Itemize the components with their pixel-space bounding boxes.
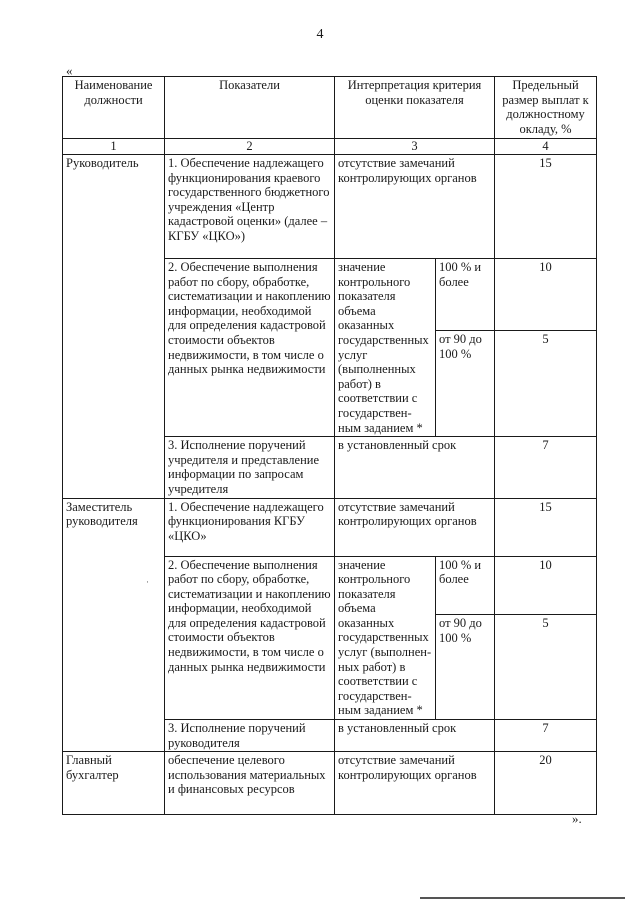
header-position: Наименование должности	[63, 77, 165, 139]
value-cell: 15	[495, 155, 597, 259]
criterion-cell: отсутствие замечаний контролирующих органов	[335, 498, 495, 556]
scan-speck: ·	[146, 577, 149, 587]
position-cell: Главный бухгалтер	[63, 752, 165, 815]
criterion-cell: в установленный срок	[335, 720, 495, 752]
column-number: 3	[335, 139, 495, 155]
value-cell: 5	[495, 615, 597, 720]
indicator-cell: 1. Обеспечение надлежащего функционирования краевого государственного бюджетного учреждения «Центр кадастровой оценки» (далее – КГБУ «ЦКО»)	[165, 155, 335, 259]
table-header-row	[63, 77, 597, 139]
header-indicators: Показатели	[165, 77, 335, 139]
column-number-row	[63, 139, 597, 155]
table-row	[63, 155, 597, 259]
page-number: 4	[316, 27, 324, 42]
header-criterion: Интерпретация критерия оценки показателя	[335, 77, 495, 139]
indicator-cell: обеспечение целевого использования материальных и финансовых ресурсов	[165, 752, 335, 815]
criterion-cell: значение контрольного показателя объема оказанных государственных услуг (выполнен- ных работ) в соответствии с государствен- ным заданием *	[335, 556, 436, 720]
value-cell: 20	[495, 752, 597, 815]
value-cell: 10	[495, 556, 597, 615]
criterion-cell: в установленный срок	[335, 437, 495, 498]
threshold-cell: от 90 до 100 %	[436, 331, 495, 437]
position-cell: Руководитель	[63, 155, 165, 499]
table-row	[63, 498, 597, 556]
criterion-cell: значение контрольного показателя объема оказанных государственных услуг (выполненных работ) в соответствии с государствен- ным заданием *	[335, 259, 436, 437]
indicator-cell: 3. Исполнение поручений учредителя и представление информации по запросам учредителя	[165, 437, 335, 498]
opening-quote: «	[66, 63, 73, 78]
threshold-cell: 100 % и более	[436, 259, 495, 331]
value-cell: 5	[495, 331, 597, 437]
indicator-cell: 1. Обеспечение надлежащего функционирования КГБУ «ЦКО»	[165, 498, 335, 556]
value-cell: 10	[495, 259, 597, 331]
threshold-cell: 100 % и более	[436, 556, 495, 615]
indicator-cell: 2. Обеспечение выполнения работ по сбору, обработке, систематизации и накоплению информации, необходимой для определения кадастровой стоимости объектов недвижимости, в том числе о данных рынка недвижимости	[165, 556, 335, 720]
column-number: 2	[165, 139, 335, 155]
table-row	[63, 752, 597, 815]
indicator-cell: 2. Обеспечение выполнения работ по сбору, обработке, систематизации и накоплению информации, необходимой для определения кадастровой стоимости объектов недвижимости, в том числе о данных рынка недвижимости	[165, 259, 335, 437]
indicator-cell: 3. Исполнение поручений руководителя	[165, 720, 335, 752]
bonus-criteria-table	[62, 76, 597, 815]
closing-quote: ».	[572, 811, 582, 826]
criterion-cell: отсутствие замечаний контролирующих органов	[335, 752, 495, 815]
value-cell: 15	[495, 498, 597, 556]
value-cell: 7	[495, 720, 597, 752]
position-cell: Заместитель руководителя	[63, 498, 165, 752]
header-max-payment: Предельный размер выплат к должностному окладу, %	[495, 77, 597, 139]
bottom-rule	[420, 897, 625, 899]
column-number: 1	[63, 139, 165, 155]
column-number: 4	[495, 139, 597, 155]
threshold-cell: от 90 до 100 %	[436, 615, 495, 720]
criterion-cell: отсутствие замечаний контролирующих органов	[335, 155, 495, 259]
value-cell: 7	[495, 437, 597, 498]
